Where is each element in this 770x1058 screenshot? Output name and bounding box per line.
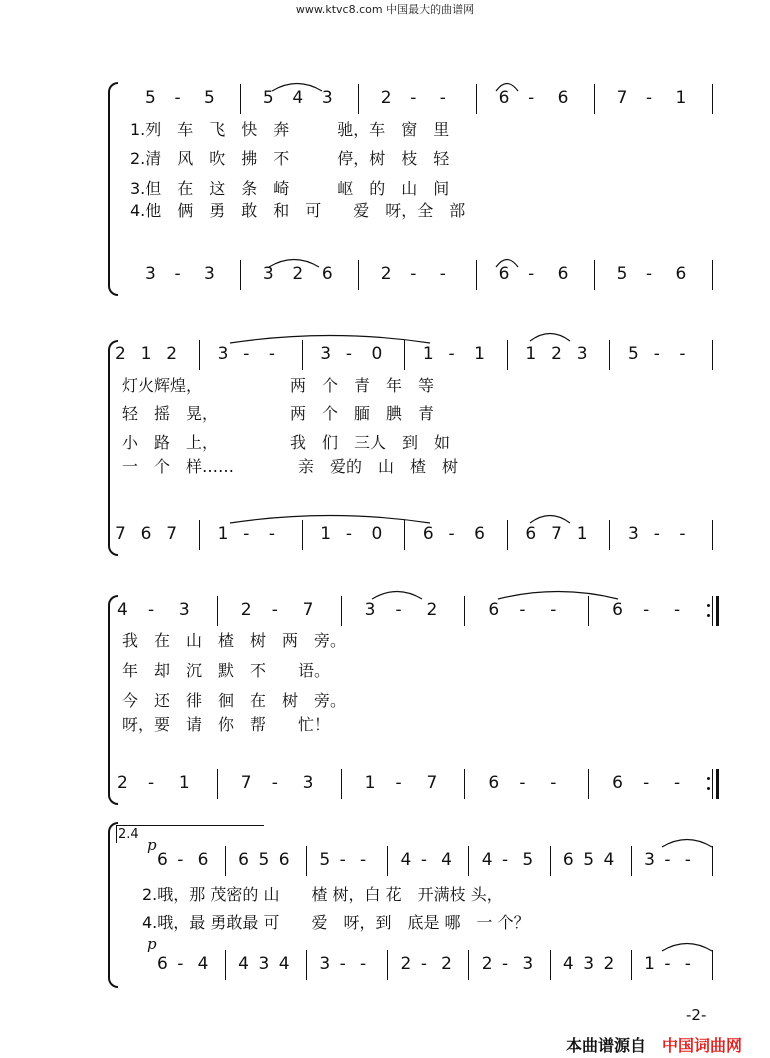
dash-extension: - <box>550 773 557 793</box>
dash-extension: - <box>528 264 535 284</box>
dash-extension: - <box>643 600 650 620</box>
note: 6 <box>278 850 290 870</box>
dash-extension: - <box>339 954 346 974</box>
note: 4 <box>278 954 290 974</box>
dash-extension: - <box>177 850 184 870</box>
dash-extension: - <box>664 954 671 974</box>
barline <box>712 340 713 370</box>
barline <box>712 84 713 114</box>
note: 1 <box>576 524 588 544</box>
dash-extension: - <box>646 88 653 108</box>
note: 3 <box>628 524 639 544</box>
note: 1 <box>675 88 687 108</box>
note: 5 <box>628 344 639 364</box>
note: 6 <box>525 524 537 544</box>
barline <box>712 950 713 980</box>
footer-site-link[interactable]: 中国词曲网 <box>662 1036 743 1055</box>
slur-arc <box>530 330 570 342</box>
lyric-line: 呀，要 请 你 帮 忙！ <box>122 715 331 734</box>
note: 1 <box>474 344 485 364</box>
dash-extension: - <box>395 600 402 620</box>
system-brace <box>108 82 118 296</box>
dynamic-marking: p <box>147 935 157 953</box>
note: 3 <box>203 264 215 284</box>
slur-arc <box>662 940 712 952</box>
barline <box>306 846 307 876</box>
lyric-line: 年 却 沉 默 不 语。 <box>122 661 331 680</box>
note: 3 <box>262 264 274 284</box>
note: 3 <box>145 264 156 284</box>
system-brace <box>108 822 118 988</box>
dash-extension: - <box>359 954 367 974</box>
note: 7 <box>115 524 126 544</box>
barline <box>387 846 388 876</box>
note: 6 <box>557 264 569 284</box>
note: 5 <box>583 850 595 870</box>
dash-extension: - <box>664 850 671 870</box>
note: 0 <box>371 524 383 544</box>
note: 6 <box>612 773 623 793</box>
slur-arc <box>530 512 570 524</box>
slur-arc <box>372 588 422 600</box>
barline <box>712 520 713 550</box>
lyric-line: 今 还 徘 徊 在 树 旁。 <box>122 691 347 710</box>
note: 3 <box>576 344 588 364</box>
note: 6 <box>197 850 209 870</box>
barline <box>609 520 610 550</box>
dash-extension: - <box>502 850 509 870</box>
lyric-line: 4.哦，最 勇敢最 可 爱 呀，到 底是 哪 一 个？ <box>142 913 530 932</box>
dash-extension: - <box>268 344 276 364</box>
note: 4 <box>400 850 412 870</box>
note: 2 <box>117 773 128 793</box>
repeat-dot <box>707 787 710 790</box>
page-number: -2- <box>686 1006 707 1024</box>
note: 6 <box>321 264 333 284</box>
dash-extension: - <box>410 88 417 108</box>
note: 2 <box>426 600 438 620</box>
barline <box>199 340 200 370</box>
dash-extension: - <box>420 850 427 870</box>
barline <box>302 520 303 550</box>
note: 4 <box>238 954 249 974</box>
dash-extension: - <box>684 954 691 974</box>
lyric-line: 4.他 俩 勇 敢 和 可 爱 呀，全 部 <box>130 201 466 220</box>
note: 3 <box>583 954 595 974</box>
note: 4 <box>197 954 209 974</box>
note: 6 <box>474 524 485 544</box>
dash-extension: - <box>684 850 691 870</box>
barline <box>476 84 477 114</box>
barline <box>712 260 713 290</box>
dash-extension: - <box>345 344 352 364</box>
lyric-line: 小 路 上， 我 们 三人 到 如 <box>122 433 451 452</box>
barline <box>464 769 465 799</box>
note: 2 <box>380 264 392 284</box>
barline <box>476 260 477 290</box>
note: 6 <box>140 524 152 544</box>
dash-extension: - <box>174 88 181 108</box>
dash-extension: - <box>268 524 276 544</box>
note: 1 <box>178 773 190 793</box>
dynamic-marking: p <box>147 836 157 854</box>
note: 4 <box>562 954 574 974</box>
note: 4 <box>441 850 452 870</box>
slur-arc <box>496 256 518 268</box>
barline <box>341 769 342 799</box>
note: 1 <box>364 773 376 793</box>
barline <box>302 340 303 370</box>
note: 5 <box>258 850 270 870</box>
barline <box>631 950 632 980</box>
note: 7 <box>240 773 252 793</box>
note: 3 <box>644 850 655 870</box>
note: 3 <box>217 344 229 364</box>
dash-extension: - <box>439 264 446 284</box>
volta-label: 2.4 <box>118 827 139 842</box>
note: 5 <box>616 264 628 284</box>
barline <box>588 769 589 799</box>
note: 2 <box>292 264 304 284</box>
barline <box>240 84 241 114</box>
note: 2 <box>115 344 126 364</box>
dash-extension: - <box>439 88 446 108</box>
volta-line <box>116 825 117 843</box>
note: 2 <box>380 88 392 108</box>
slur-arc <box>496 80 518 92</box>
barline <box>240 260 241 290</box>
note: 2 <box>400 954 412 974</box>
slur-arc <box>498 588 618 600</box>
note: 5 <box>203 88 215 108</box>
dash-extension: - <box>147 600 155 620</box>
note: 6 <box>675 264 687 284</box>
dash-extension: - <box>345 524 352 544</box>
lyric-line: 1.列 车 飞 快 奔 驰，车 窗 里 <box>130 120 450 139</box>
barline <box>468 846 469 876</box>
note: 2 <box>166 344 178 364</box>
barline <box>594 84 595 114</box>
note: 7 <box>616 88 628 108</box>
note: 6 <box>562 850 574 870</box>
note: 2 <box>441 954 452 974</box>
dash-extension: - <box>174 264 181 284</box>
lyric-line: 3.但 在 这 条 崎 岖 的 山 间 <box>130 179 450 198</box>
note: 5 <box>262 88 274 108</box>
dash-extension: - <box>271 600 278 620</box>
dash-extension: - <box>395 773 402 793</box>
note: 6 <box>557 88 569 108</box>
dash-extension: - <box>550 600 557 620</box>
note: 1 <box>217 524 229 544</box>
barline <box>712 596 713 626</box>
dash-extension: - <box>448 524 455 544</box>
barline <box>588 596 589 626</box>
note: 3 <box>321 88 333 108</box>
slur-arc <box>272 80 322 92</box>
dash-extension: - <box>646 264 653 284</box>
slur-arc <box>230 332 430 344</box>
barline <box>199 520 200 550</box>
note: 6 <box>488 600 500 620</box>
barline <box>631 846 632 876</box>
dash-extension: - <box>339 850 346 870</box>
site-header: www.ktvc8.com 中国最大的曲谱网 <box>295 3 475 16</box>
barline <box>468 950 469 980</box>
dash-extension: - <box>410 264 417 284</box>
dash-extension: - <box>679 524 686 544</box>
note: 2 <box>240 600 252 620</box>
barline <box>712 846 713 876</box>
barline <box>507 340 508 370</box>
volta-line <box>116 825 264 826</box>
note: 3 <box>522 954 534 974</box>
lyric-line: 一 个 样…… 亲 爱的 山 楂 树 <box>122 457 459 476</box>
note: 4 <box>292 88 304 108</box>
dash-extension: - <box>519 773 526 793</box>
note: 3 <box>258 954 270 974</box>
barline <box>507 520 508 550</box>
note: 3 <box>319 954 331 974</box>
note: 7 <box>302 600 314 620</box>
note: 4 <box>117 600 128 620</box>
lyric-line: 轻 摇 晃， 两 个 腼 腆 青 <box>122 404 435 423</box>
dash-extension: - <box>243 344 250 364</box>
barline <box>712 769 713 799</box>
slur-arc <box>230 512 430 524</box>
note: 2 <box>551 344 562 364</box>
note: 3 <box>178 600 190 620</box>
note: 2 <box>603 954 615 974</box>
note: 6 <box>157 850 168 870</box>
dash-extension: - <box>528 88 535 108</box>
dash-extension: - <box>653 524 660 544</box>
note: 1 <box>644 954 655 974</box>
barline <box>225 950 226 980</box>
note: 6 <box>238 850 249 870</box>
dash-extension: - <box>502 954 509 974</box>
dash-extension: - <box>243 524 250 544</box>
barline <box>358 84 359 114</box>
repeat-dot <box>707 604 710 607</box>
note: 2 <box>481 954 493 974</box>
barline <box>306 950 307 980</box>
barline <box>550 846 551 876</box>
note: 1 <box>422 344 434 364</box>
barline <box>464 596 465 626</box>
note: 6 <box>498 264 510 284</box>
note: 7 <box>551 524 562 544</box>
note: 6 <box>422 524 434 544</box>
barline <box>609 340 610 370</box>
footer-source-label: 本曲谱源自 <box>566 1036 647 1055</box>
lyric-line: 灯火辉煌， 两 个 青 年 等 <box>122 376 435 395</box>
barline <box>225 846 226 876</box>
dash-extension: - <box>519 600 526 620</box>
dash-extension: - <box>653 344 660 364</box>
barline <box>217 769 218 799</box>
dash-extension: - <box>448 344 455 364</box>
barline <box>404 520 405 550</box>
barline <box>341 596 342 626</box>
note: 5 <box>145 88 156 108</box>
lyric-line: 2.清 风 吹 拂 不 停，树 枝 轻 <box>130 149 450 168</box>
note: 1 <box>525 344 537 364</box>
dash-extension: - <box>420 954 427 974</box>
slur-arc <box>269 256 319 268</box>
note: 3 <box>320 344 332 364</box>
note: 5 <box>319 850 331 870</box>
repeat-dot <box>707 777 710 780</box>
note: 6 <box>498 88 510 108</box>
note: 7 <box>426 773 438 793</box>
barline <box>387 950 388 980</box>
barline <box>594 260 595 290</box>
barline <box>404 340 405 370</box>
note: 3 <box>364 600 376 620</box>
note: 6 <box>157 954 168 974</box>
barline <box>358 260 359 290</box>
note: 3 <box>302 773 314 793</box>
note: 4 <box>603 850 615 870</box>
barline <box>217 596 218 626</box>
note: 6 <box>612 600 623 620</box>
lyric-line: 我 在 山 楂 树 两 旁。 <box>122 631 347 650</box>
dash-extension: - <box>177 954 184 974</box>
note: 0 <box>371 344 383 364</box>
final-barline <box>716 596 719 626</box>
barline <box>550 950 551 980</box>
note: 1 <box>140 344 152 364</box>
lyric-line: 2.哦，那 茂密的 山 楂 树，白 花 开满枝 头， <box>142 885 503 904</box>
repeat-dot <box>707 614 710 617</box>
dash-extension: - <box>674 773 681 793</box>
dash-extension: - <box>643 773 650 793</box>
dash-extension: - <box>359 850 367 870</box>
note: 4 <box>481 850 493 870</box>
dash-extension: - <box>271 773 278 793</box>
note: 6 <box>488 773 500 793</box>
note: 1 <box>320 524 332 544</box>
final-barline <box>716 769 719 799</box>
dash-extension: - <box>147 773 155 793</box>
note: 5 <box>522 850 534 870</box>
note: 7 <box>166 524 178 544</box>
dash-extension: - <box>674 600 681 620</box>
slur-arc <box>662 836 712 848</box>
dash-extension: - <box>679 344 686 364</box>
